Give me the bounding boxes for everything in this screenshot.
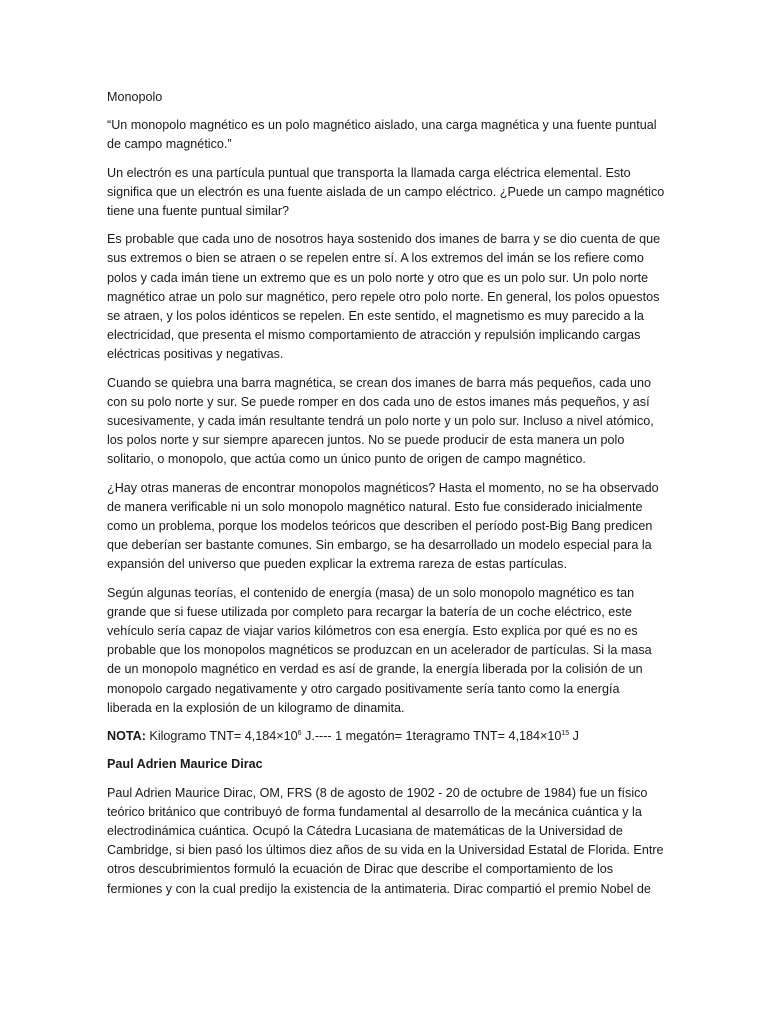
note-text-2: J.---- 1 megatón= 1teragramo TNT= 4,184×10: [301, 729, 562, 744]
note-label: NOTA:: [107, 729, 146, 744]
paragraph-finding-monopoles: ¿Hay otras maneras de encontrar monopolos magnéticos? Hasta el momento, no se ha observado de manera verificable ni un solo monopolo magnético natural. Esto fue considerado inicialmente como un problema, porque los modelos teóricos que describen el período post-Big Bang predicen que deberían ser bastante comunes. Sin embargo, se ha desarrollado un modelo especial para la expansión del universo que pueden explicar la extrema rareza de estas partículas.: [107, 480, 659, 572]
paragraph-breaking-magnet: Cuando se quiebra una barra magnética, se crean dos imanes de barra más pequeños, cada uno con su polo norte y sur. Se puede romper en dos cada uno de estos imanes más pequeños, y así sucesivamente, y cada imán resultante tendrá un polo norte y un polo sur. Incluso a nivel atómico, los polos norte y sur siempre aparecen juntos. No se puede producir de esta manera un polo solitario, o monopolo, que actúa como un único punto de origen de campo magnético.: [107, 375, 654, 467]
document-title: Monopolo: [107, 90, 163, 104]
paragraph-electron: Un electrón es una partícula puntual que transporta la llamada carga eléctrica elemental. Esto significa que un electrón es una fuente aislada de un campo eléctrico. ¿Puede un campo magnético tiene una fuente puntual similar?: [107, 165, 665, 219]
note-line: [107, 727, 665, 746]
section-heading-dirac: Paul Adrien Maurice Dirac: [107, 757, 263, 772]
paragraph-bar-magnets: Es probable que cada uno de nosotros haya sostenido dos imanes de barra y se dio cuenta de que sus extremos o bien se atraen o se repelen entre sí. A los extremos del imán se los refiere como polos y cada imán tiene un extremo que es un polo norte y otro que es un polo sur. Un polo norte magnético atrae un polo sur magnético, pero repele otro polo norte. En general, los polos opuestos se atraen, y los polos idénticos se repelen. En este sentido, el magnetismo es muy parecido a la electricidad, que presenta el mismo comportamiento de atracción y repulsión implicando cargas eléctricas positivas y negativas.: [107, 232, 661, 362]
paragraph-dirac: Paul Adrien Maurice Dirac, OM, FRS (8 de agosto de 1902 - 20 de octubre de 1984) fue un físico teórico británico que contribuyó de forma fundamental al desarrollo de la mecánica cuántica y la electrodinámica cuántica. Ocupó la Cátedra Lucasiana de matemáticas de la Universidad de Cambridge, si bien pasó los últimos diez años de su vida en la Universidad Estatal de Florida. Entre otros descubrimientos formuló la ecuación de Dirac que describe el comportamiento de los fermiones y con la cual predijo la existencia de la antimateria. Dirac compartió el premio Nobel de: [107, 785, 664, 896]
paragraph-energy-content: Según algunas teorías, el contenido de energía (masa) de un solo monopolo magnético es tan grande que si fuese utilizada por completo para recargar la batería de un coche eléctrico, este vehículo sería capaz de viajar varios kilómetros con esa energía. Esto explica por qué es no es probable que los monopolos magnéticos se produzcan en un acelerador de partículas. Si la masa de un monopolo magnético en verdad es así de grande, la energía liberada por la colisión de un monopolo cargado negativamente y otro cargado positivamente sería tanto como la energía liberada en la explosión de un kilogramo de dinamita.: [107, 585, 652, 715]
document-page: [107, 88, 665, 908]
note-text-3: J: [569, 729, 579, 744]
note-exponent-1: 6: [297, 729, 302, 737]
note-exponent-2: 15: [561, 729, 570, 737]
intro-quote: “Un monopolo magnético es un polo magnético aislado, una carga magnética y una fuente puntual de campo magnético.”: [107, 118, 657, 152]
note-text-1: Kilogramo TNT= 4,184×10: [145, 729, 298, 744]
